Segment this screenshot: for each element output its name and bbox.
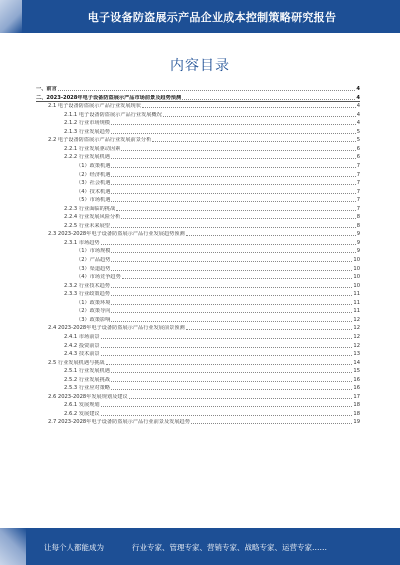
toc-entry-page: 9 <box>356 248 360 255</box>
toc-entry[interactable] <box>48 392 360 400</box>
toc-leader-dots <box>121 149 355 151</box>
toc-entry-title: 2.1.1 电子设备防盗展示产品行业发展概况 <box>64 111 162 118</box>
toc-entry-page: 10 <box>353 274 360 281</box>
toc-leader-dots <box>186 328 353 330</box>
toc-entry-title: 2.7 2023-2028年电子设备防盗展示产品行业前景及发展趋势 <box>48 419 190 426</box>
toc-entry-title: 2.3 2023-2028年电子设备防盗展示产品行业发展趋势预测 <box>48 231 185 238</box>
toc-leader-dots <box>111 175 355 177</box>
toc-leader-dots <box>111 123 356 125</box>
toc-leader-dots <box>101 414 353 416</box>
toc-entry-page: 9 <box>356 239 360 246</box>
toc-entry-title: 2.3.2 行业技术趋势 <box>64 282 110 289</box>
toc-entry-title: （4）技术机遇 <box>76 188 111 195</box>
toc-entry[interactable] <box>64 118 360 126</box>
footer-slogan: 让每个人都能成为 <box>44 543 104 552</box>
toc-entry-page: 19 <box>353 419 360 426</box>
toc-leader-dots <box>101 346 353 348</box>
toc-entry-title: （1）政策机遇 <box>76 162 111 169</box>
toc-entry[interactable] <box>48 229 360 237</box>
toc-entry-title: 2.6.1 发展规划 <box>64 402 100 409</box>
toc-entry[interactable] <box>36 93 360 101</box>
toc-leader-dots <box>101 354 353 356</box>
toc-entry-title: 2.2.3 行业面临的挑战 <box>64 205 116 212</box>
toc-entry-page: 4 <box>356 94 360 101</box>
toc-entry-page: 18 <box>353 410 360 417</box>
toc-leader-dots <box>111 320 352 322</box>
toc-entry[interactable] <box>76 178 360 186</box>
footer-decoration <box>0 528 26 565</box>
toc-entry-title: （2）经济机遇 <box>76 171 111 178</box>
toc-entry-page: 4 <box>356 120 360 127</box>
toc-entry-page: 5 <box>356 128 360 135</box>
toc-entry-page: 6 <box>356 154 360 161</box>
toc-entry-title: （3）社会机遇 <box>76 180 111 187</box>
toc-entry[interactable] <box>76 306 360 314</box>
toc-entry-page: 14 <box>353 359 360 366</box>
toc-entry-page: 7 <box>356 205 360 212</box>
toc-leader-dots <box>106 363 353 365</box>
toc-entry-page: 12 <box>353 325 360 332</box>
toc-entry[interactable] <box>76 187 360 195</box>
toc-entry[interactable] <box>76 170 360 178</box>
toc-leader-dots <box>111 157 356 159</box>
toc-leader-dots <box>111 226 356 228</box>
toc-entry-page: 7 <box>356 171 360 178</box>
toc-leader-dots <box>58 89 356 91</box>
toc-entry-title: 2.6.2 发展建议 <box>64 410 100 417</box>
toc-entry-title: （3）政策影响 <box>76 316 111 323</box>
toc-entry-title: 2.1 电子设备防盗展示产品行业发展现状 <box>48 103 141 110</box>
toc-entry[interactable] <box>64 144 360 152</box>
toc-entry-title: 2.2.1 行业发展驱动因素 <box>64 145 121 152</box>
toc-leader-dots <box>186 234 356 236</box>
toc-entry-title: 2.1.2 行业市场规模 <box>64 120 110 127</box>
toc-entry-title: 2.5.1 行业发展机遇 <box>64 368 110 375</box>
toc-entry[interactable] <box>64 204 360 212</box>
toc-entry-page: 16 <box>353 376 360 383</box>
toc-leader-dots <box>111 294 352 296</box>
toc-entry[interactable] <box>64 127 360 135</box>
toc-entry-page: 4 <box>356 111 360 118</box>
toc-entry[interactable] <box>76 264 360 272</box>
toc-entry[interactable] <box>64 332 360 340</box>
toc-entry-title: 2.6 2023-2028年发展规划及建议 <box>48 393 128 400</box>
toc-entry-title: （2）产品趋势 <box>76 257 111 263</box>
toc-entry-title: （1）政策环境 <box>76 299 111 306</box>
toc-entry-title: 2.2.2 行业发展机遇 <box>64 154 110 161</box>
toc-leader-dots <box>182 98 355 100</box>
toc-entry-page: 11 <box>353 308 360 315</box>
toc-leader-dots <box>111 380 352 382</box>
toc-entry-page: 10 <box>353 257 360 263</box>
toc-heading: 内容目录 <box>170 58 230 74</box>
toc-entry[interactable] <box>64 221 360 229</box>
toc-divider <box>36 101 360 102</box>
toc-entry[interactable] <box>64 366 360 374</box>
toc-entry-title: 2.3.1 市场趋势 <box>64 239 100 246</box>
toc-entry-title: 2.5.3 行业应对策略 <box>64 385 110 392</box>
toc-entry-page: 4 <box>356 103 360 110</box>
toc-entry[interactable] <box>76 315 360 323</box>
report-header <box>0 0 400 33</box>
toc-entry-title: 2.3.3 行业政策趋势 <box>64 291 110 298</box>
toc-entry-title: 2.1.3 行业发展趋势 <box>64 128 110 135</box>
toc-leader-dots <box>116 209 356 211</box>
toc-leader-dots <box>111 371 352 373</box>
toc-entry[interactable] <box>64 341 360 349</box>
toc-entry-page: 15 <box>353 368 360 375</box>
toc-entry-page: 18 <box>353 402 360 409</box>
toc-entry[interactable] <box>76 272 360 280</box>
toc-entry[interactable] <box>76 246 360 254</box>
toc-entry-title: 二、2023-2028年电子设备防盗展示产品市场前景及趋势预测 <box>36 94 182 101</box>
toc-entry-title: 一、前言 <box>36 86 57 92</box>
toc-entry-title: （2）政策导向 <box>76 308 111 315</box>
header-decoration <box>0 0 22 33</box>
toc-entry-page: 8 <box>356 214 360 221</box>
toc-leader-dots <box>111 388 352 390</box>
toc-entry-page: 10 <box>353 282 360 289</box>
toc-entry-page: 16 <box>353 385 360 392</box>
toc-leader-dots <box>101 243 356 245</box>
toc-entry[interactable] <box>64 281 360 289</box>
toc-entry-title: 2.2.4 行业发展风险分析 <box>64 214 121 221</box>
toc-entry-page: 10 <box>353 265 360 272</box>
toc-entry-page: 12 <box>353 333 360 340</box>
toc-entry[interactable] <box>64 152 360 160</box>
footer-expert-list: 行业专家、管理专家、营销专家、战略专家、运营专家…… <box>132 543 327 552</box>
toc-leader-dots <box>111 260 352 262</box>
toc-entry[interactable] <box>64 375 360 383</box>
toc-leader-dots <box>111 303 352 305</box>
toc-entry-title: （1）市场规模 <box>76 248 111 255</box>
toc-entry-title: 2.4.2 投资前景 <box>64 342 100 349</box>
toc-entry[interactable] <box>76 255 360 263</box>
toc-leader-dots <box>142 106 356 108</box>
toc-entry-page: 11 <box>353 291 360 298</box>
toc-entry[interactable] <box>36 84 360 92</box>
report-title: 电子设备防盗展示产品企业成本控制策略研究报告 <box>87 11 337 24</box>
toc-entry[interactable] <box>48 101 360 109</box>
toc-entry[interactable] <box>48 417 360 425</box>
toc-entry[interactable] <box>64 212 360 220</box>
toc-entry[interactable] <box>48 135 360 143</box>
toc-leader-dots <box>111 251 355 253</box>
page-footer <box>0 528 400 565</box>
toc-entry[interactable] <box>64 349 360 357</box>
toc-entry-page: 5 <box>356 137 360 144</box>
toc-leader-dots <box>101 337 353 339</box>
toc-entry-title: （4）市场竞争趋势 <box>76 274 121 281</box>
toc-leader-dots <box>191 422 352 424</box>
toc-entry[interactable] <box>76 195 360 203</box>
toc-entry[interactable] <box>64 289 360 297</box>
toc-entry-page: 6 <box>356 145 360 152</box>
toc-entry-title: 2.4.1 市场前景 <box>64 333 100 340</box>
toc-leader-dots <box>111 166 355 168</box>
toc-entry[interactable] <box>48 358 360 366</box>
toc-entry-page: 8 <box>356 222 360 229</box>
toc-leader-dots <box>122 277 353 279</box>
toc-entry[interactable] <box>48 323 360 331</box>
toc-entry-title: 2.2.5 行业未来展望 <box>64 222 110 229</box>
toc-entry-title: 2.5 行业发展机遇与挑战 <box>48 359 105 366</box>
toc-entry-title: 2.2 电子设备防盗展示产品行业发展前景分析 <box>48 137 152 144</box>
toc-leader-dots <box>129 397 353 399</box>
toc-entry[interactable] <box>64 383 360 391</box>
toc-leader-dots <box>101 405 353 407</box>
toc-leader-dots <box>163 115 356 117</box>
toc-leader-dots <box>121 217 355 219</box>
toc-entry[interactable] <box>76 298 360 306</box>
toc-entry-title: 2.4.3 技术前景 <box>64 351 100 358</box>
toc-leader-dots <box>111 132 356 134</box>
toc-entry-page: 7 <box>356 162 360 169</box>
toc-entry-title: （5）市场机遇 <box>76 197 111 204</box>
toc-leader-dots <box>111 192 355 194</box>
toc-entry-title: 2.5.2 行业发展挑战 <box>64 376 110 383</box>
toc-entry[interactable] <box>64 238 360 246</box>
toc-entry-title: （3）渠道趋势 <box>76 265 111 272</box>
toc-entry-page: 11 <box>353 299 360 306</box>
toc-leader-dots <box>111 269 352 271</box>
toc-leader-dots <box>152 140 355 142</box>
toc-entry-page: 7 <box>356 197 360 204</box>
toc-entry-page: 12 <box>353 342 360 349</box>
toc-entry-page: 12 <box>353 316 360 323</box>
toc-entry-page: 7 <box>356 188 360 195</box>
toc-entry[interactable] <box>64 110 360 118</box>
toc-entry-page: 13 <box>353 351 360 358</box>
toc-leader-dots <box>111 183 355 185</box>
toc-leader-dots <box>111 311 352 313</box>
toc-entry-page: 17 <box>353 393 360 400</box>
toc-entry-page: 4 <box>356 86 360 92</box>
toc-entry-page: 7 <box>356 180 360 187</box>
toc-entry[interactable] <box>64 400 360 408</box>
toc-leader-dots <box>111 200 355 202</box>
toc-entry[interactable] <box>64 409 360 417</box>
toc-entry[interactable] <box>76 161 360 169</box>
toc-entry-page: 9 <box>356 231 360 238</box>
toc-entry-title: 2.4 2023-2028年电子设备防盗展示产品行业发展前景预测 <box>48 325 185 332</box>
toc-leader-dots <box>111 286 352 288</box>
